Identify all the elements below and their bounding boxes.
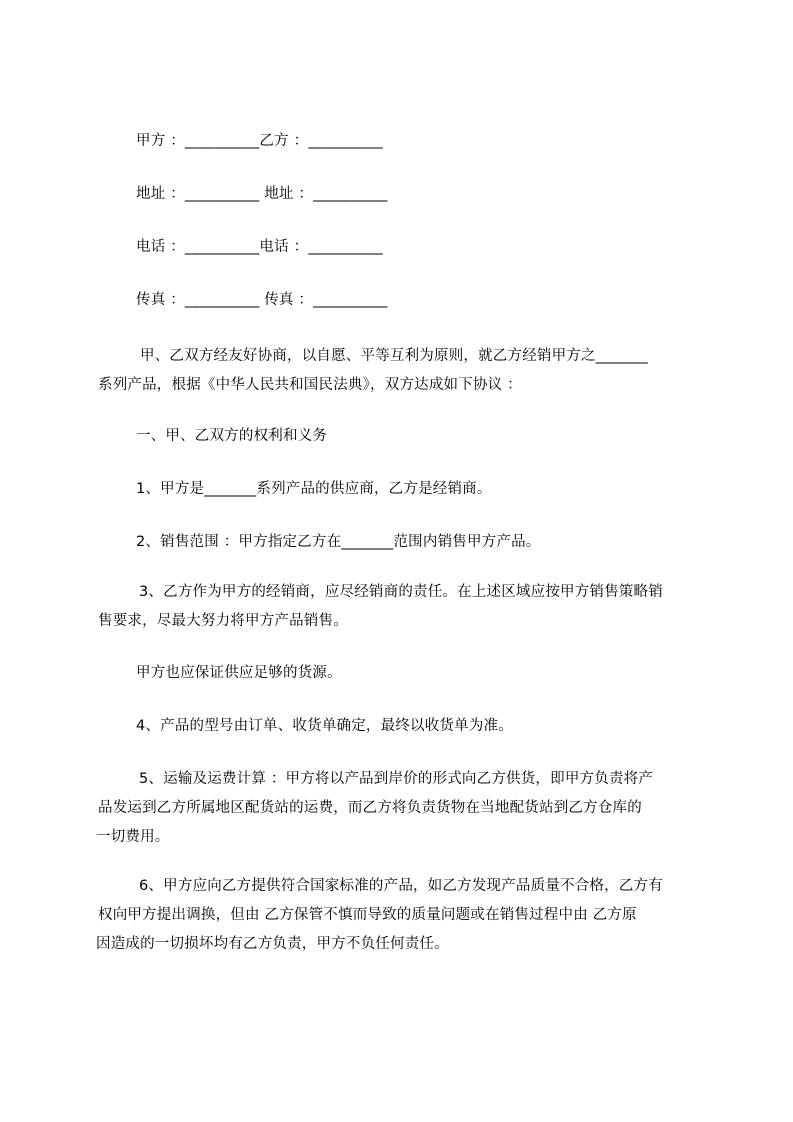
clause-5-line-1: 5、运输及运费计算 ：甲方将以产品到岸价的形式向乙方供货，即甲方负责将产 [139,771,654,787]
clause-3 [0,578,663,636]
section-title: 一、甲、乙双方的权利和义务 [136,428,328,444]
clause-6-line-3: 因造成的一切损坏均有乙方负责，甲方不负任何责任。 [96,936,449,952]
clause-5 [0,765,653,852]
clause-6 [0,872,663,959]
fax-line: 传真 ：__________ 传真 ：__________ [136,292,388,308]
phone-line: 电话 ：__________电话 ：__________ [136,239,383,255]
clause-3-extra: 甲方也应保证供应足够的货源。 [136,665,342,681]
clause-5-line-3: 一切费用。 [96,829,170,845]
clause-6-line-1: 6、甲方应向乙方提供符合国家标准的产品，如乙方发现产品质量不合格，乙方有 [139,878,663,894]
clause-2: 2、销售范围 ：甲方指定乙方在_______范围内销售甲方产品。 [136,534,541,550]
party-line: 甲方 ：__________乙方 ：__________ [136,133,383,149]
clause-6-line-2: 权向甲方提出调换，但由 乙方保管不慎而导致的质量问题或在销售过程中由 乙方原 [98,907,637,923]
intro-line-2: 系列产品，根据《中华人民共和国民法典》，双方达成如下协议 ： [98,377,522,393]
clause-4: 4、产品的型号由订单、收货单确定，最终以收货单为准。 [136,718,513,734]
intro-line-1: 甲、乙双方经友好协商，以自愿、平等互利为原则，就乙方经销甲方之_______ [140,348,648,364]
clause-3-line-1: 3、乙方作为甲方的经销商，应尽经销商的责任。在上述区域应按甲方销售策略销 [139,584,663,600]
intro-paragraph [0,342,648,400]
clause-1: 1、甲方是_______系列产品的供应商，乙方是经销商。 [136,481,492,497]
address-line: 地址 ：__________ 地址 ：__________ [136,186,388,202]
clause-3-line-2: 售要求，尽最大努力将甲方产品销售。 [98,613,348,629]
clause-5-line-2: 品发运到乙方所属地区配货站的运费，而乙方将负责货物在当地配货站到乙方仓库的 [98,800,642,816]
